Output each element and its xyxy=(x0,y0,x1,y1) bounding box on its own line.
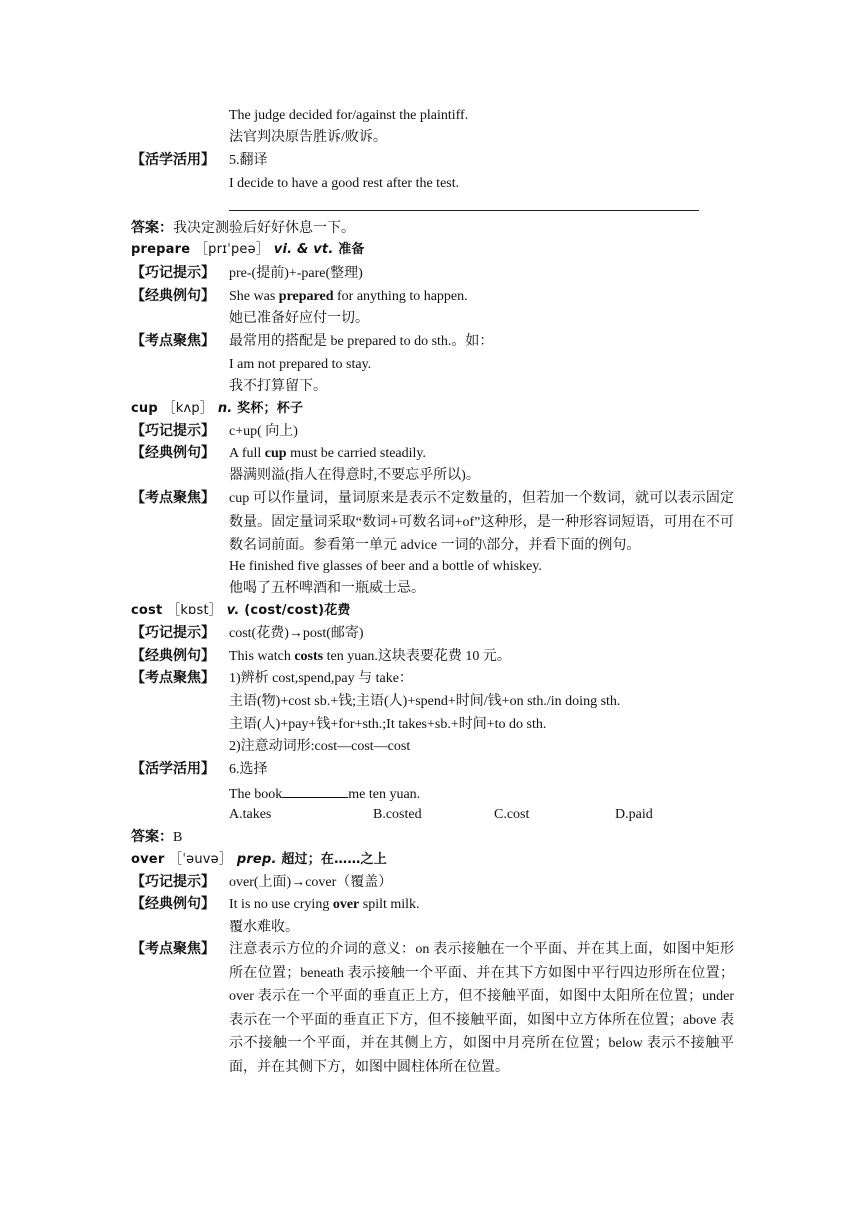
focus-label: 【考点聚焦】 xyxy=(131,671,215,686)
practice-label: 【活学活用】 xyxy=(131,153,215,168)
example-sentence: This watch costs ten yuan.这块表要花费 10 元。 xyxy=(229,649,511,664)
headword-over: over ［ˈəuvə］ prep. 超过；在……之上 xyxy=(131,852,387,867)
example-label: 【经典例句】 xyxy=(131,649,215,664)
memo-text: cost(花费)→post(邮寄) xyxy=(229,626,364,641)
answer-blank-line xyxy=(229,210,699,211)
focus-example-zh: 他喝了五杯啤酒和一瓶威士忌。 xyxy=(229,581,425,596)
practice-question: The book me ten yuan. xyxy=(229,783,420,803)
example-sentence-en: The judge decided for/against the plaintiff. xyxy=(229,108,469,123)
headword-cup: cup ［kʌp］ n. 奖杯；杯子 xyxy=(131,401,304,416)
focus-label: 【考点聚焦】 xyxy=(131,942,215,957)
focus-label: 【考点聚焦】 xyxy=(131,491,215,506)
option-c: C.cost xyxy=(494,807,530,822)
practice-sentence: I decide to have a good rest after the test. xyxy=(229,176,460,191)
memo-label: 【巧记提示】 xyxy=(131,424,215,439)
practice-number: 6.选择 xyxy=(229,762,268,777)
practice-label: 【活学活用】 xyxy=(131,762,215,777)
practice-number: 5.翻译 xyxy=(229,153,268,168)
option-d: D.paid xyxy=(615,807,653,822)
headword-cost: cost ［kɒst］ v. (cost/cost)花费 xyxy=(131,603,351,618)
answer: 答案：B xyxy=(131,830,183,845)
memo-label: 【巧记提示】 xyxy=(131,266,215,281)
example-sentence-en: It is no use crying over spilt milk. xyxy=(229,897,420,912)
memo-label: 【巧记提示】 xyxy=(131,626,215,641)
option-b: B.costed xyxy=(373,807,422,822)
example-label: 【经典例句】 xyxy=(131,897,215,912)
option-a: A.takes xyxy=(229,807,272,822)
focus-example-en: I am not prepared to stay. xyxy=(229,357,372,372)
focus-text: 最常用的搭配是 be prepared to do sth.。如： xyxy=(229,334,494,349)
example-sentence-zh: 法官判决原告胜诉/败诉。 xyxy=(229,130,387,145)
example-sentence-zh: 器满则溢(指人在得意时,不要忘乎所以)。 xyxy=(229,468,480,483)
memo-label: 【巧记提示】 xyxy=(131,875,215,890)
focus-example-zh: 我不打算留下。 xyxy=(229,379,327,394)
focus-rule-2: 主语(人)+pay+钱+for+sth.;It takes+sb.+时间+to do sth. xyxy=(229,717,547,732)
focus-point-2: 2)注意动词形:cost—cost—cost xyxy=(229,739,411,754)
headword-prepare: prepare ［prɪˈpeə］ vi. & vt. 准备 xyxy=(131,242,365,257)
focus-paragraph: cup 可以作量词，量词原来是表示不定数量的，但若加一个数词，就可以表示固定数量。固定量词采取“数词+可数名词+of”这种形，是一种形容词短语，可用在不可数名词前面。参看第一单元 advice 一词的\部分，并看下面的例句。 xyxy=(229,491,734,554)
memo-text: pre-(提前)+-pare(整理) xyxy=(229,266,363,281)
focus-label: 【考点聚焦】 xyxy=(131,334,215,349)
answer: 答案：我决定测验后好好休息一下。 xyxy=(131,221,355,236)
example-sentence-zh: 她已准备好应付一切。 xyxy=(229,311,369,326)
focus-point-1: 1)辨析 cost,spend,pay 与 take： xyxy=(229,671,413,686)
memo-text: c+up( 向上) xyxy=(229,424,298,439)
example-sentence-en: A full cup must be carried steadily. xyxy=(229,446,427,461)
focus-example-en: He finished five glasses of beer and a bottle of whiskey. xyxy=(229,559,542,574)
focus-paragraph: 注意表示方位的介词的意义：on 表示接触在一个平面、并在其上面，如图中矩形所在位置；beneath 表示接触一个平面、并在其下方如图中平行四边形所在位置；over 表示在一个平面的垂直正上方，但不接触平面，如图中太阳所在位置；under 表示在一个平面的垂直正下方，但不接触平面，如图中立方体所在位置；above 表示不接触一个平面，并在其侧上方，如图中月亮所在位置；below 表示不接触平面，并在其侧下方，如图中圆柱体所在位置。 xyxy=(229,942,734,1075)
memo-text: over(上面)→cover（覆盖） xyxy=(229,875,393,890)
example-sentence-zh: 覆水难收。 xyxy=(229,920,299,935)
example-sentence-en: She was prepared for anything to happen. xyxy=(229,289,468,304)
fill-blank xyxy=(282,783,348,798)
example-label: 【经典例句】 xyxy=(131,289,215,304)
focus-rule-1: 主语(物)+cost sb.+钱;主语(人)+spend+时间/钱+on sth./in doing sth. xyxy=(229,694,621,709)
example-label: 【经典例句】 xyxy=(131,446,215,461)
